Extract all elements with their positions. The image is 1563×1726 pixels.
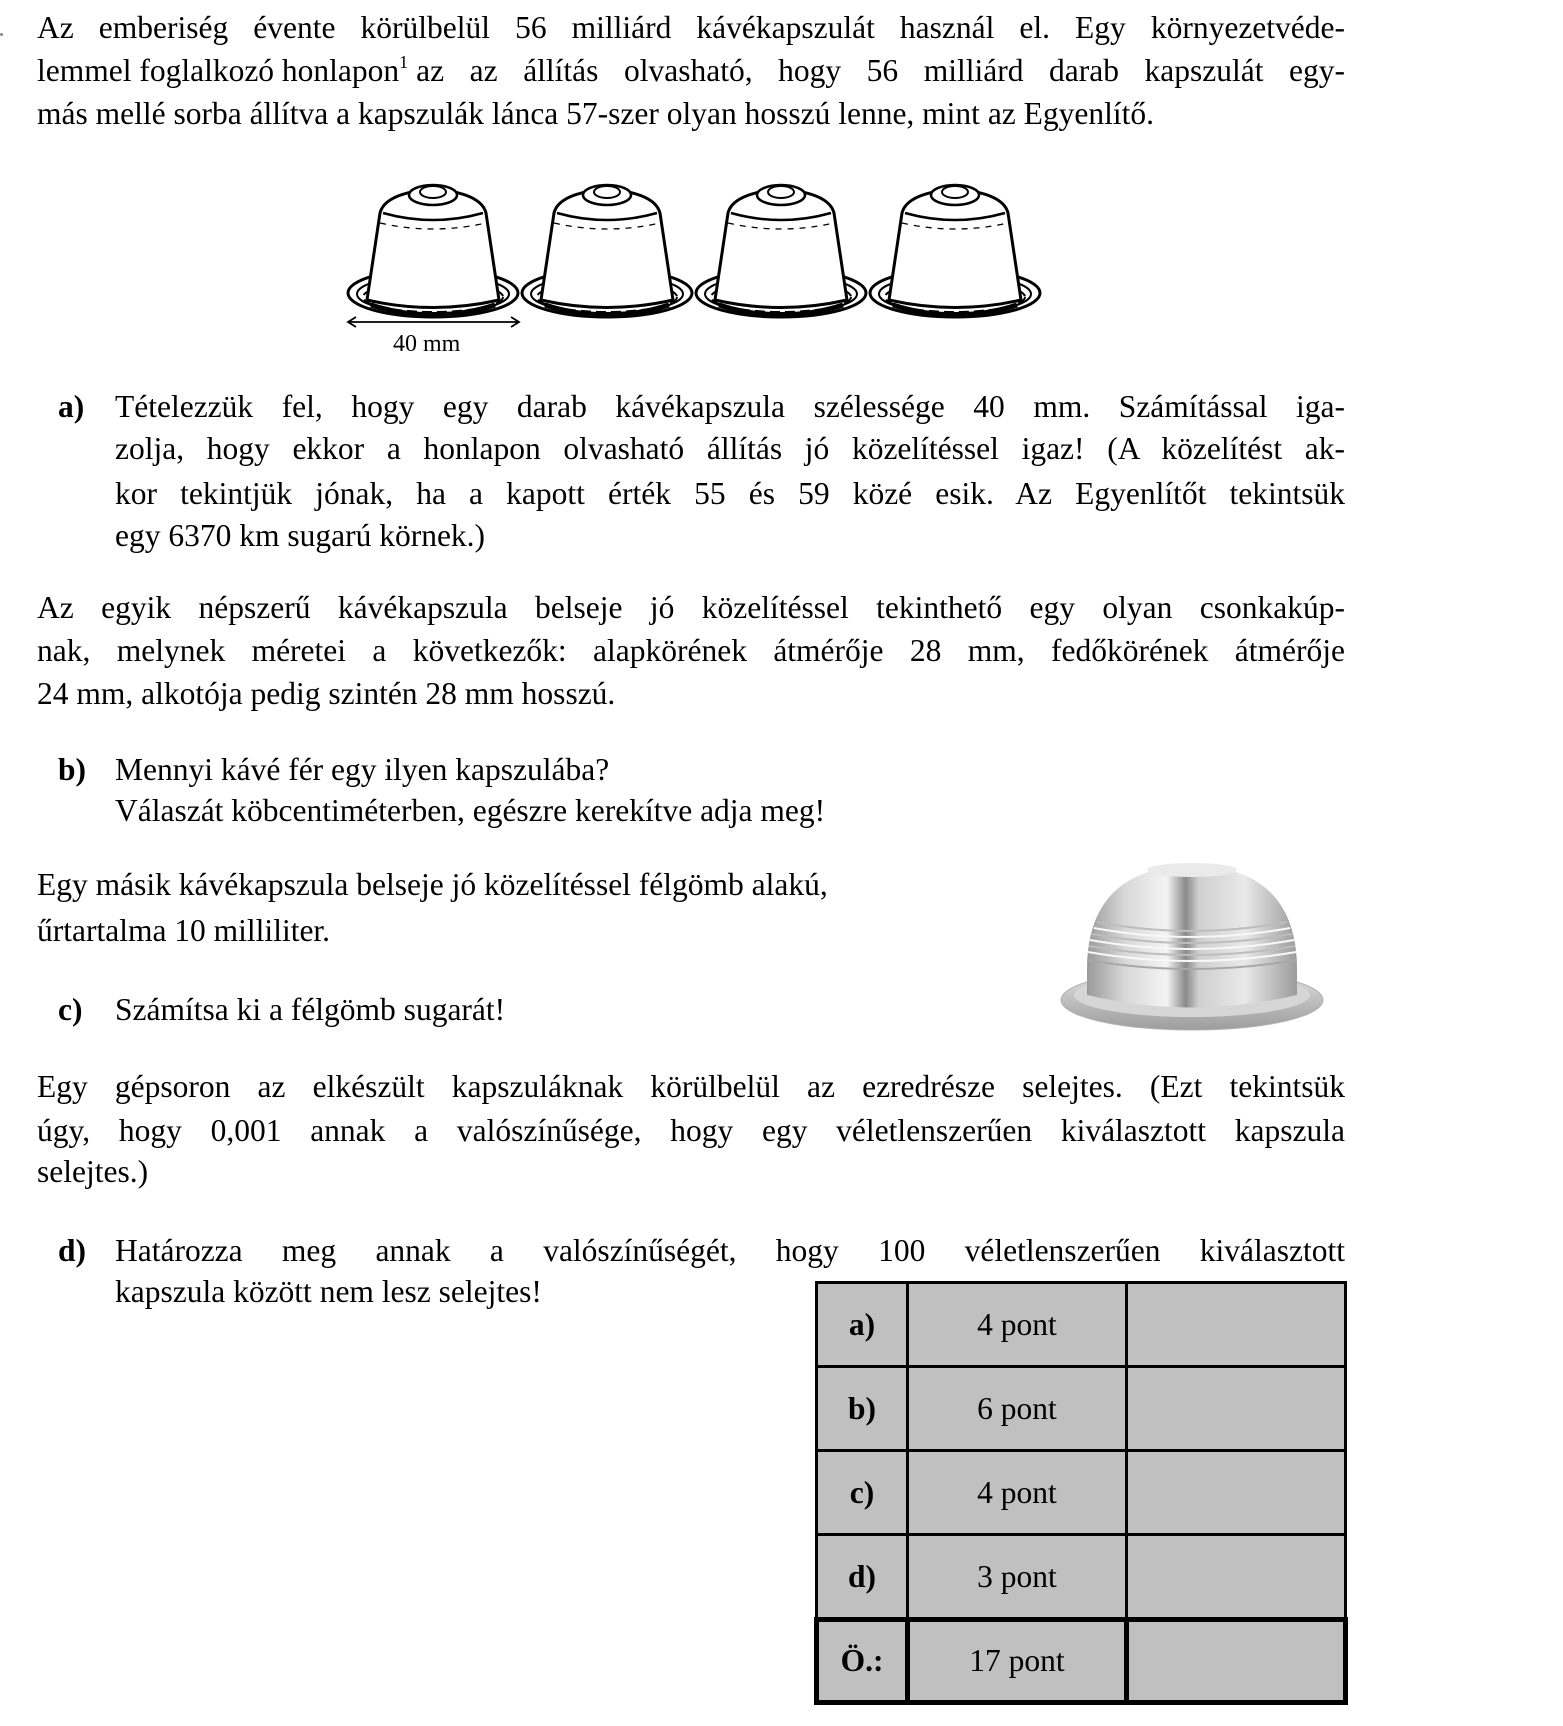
footnote-mark: 1 bbox=[399, 52, 409, 72]
score-achieved-field[interactable] bbox=[1127, 1451, 1346, 1535]
score-row-b bbox=[817, 1367, 1346, 1451]
score-total-points: 17 pont bbox=[908, 1620, 1127, 1703]
score-part-label: b) bbox=[817, 1367, 908, 1451]
defect-line-1: Egy gépsoron az elkészült kapszuláknak körülbelül az ezredrésze selejtes. (Ezt tekintsük bbox=[37, 1069, 1345, 1104]
part-b-line-1: Mennyi kávé fér egy ilyen kapszulába? bbox=[115, 752, 610, 787]
hemisphere-line-1: Egy másik kávékapszula belseje jó közelítéssel félgömb alakú, bbox=[37, 867, 828, 902]
part-c-label: c) bbox=[58, 992, 83, 1027]
part-b-line-2: Válaszát köbcentiméterben, egészre kerekítve adja meg! bbox=[115, 793, 826, 828]
score-achieved-field[interactable] bbox=[1127, 1367, 1346, 1451]
capsule-4 bbox=[870, 185, 1040, 317]
capsule-1 bbox=[348, 185, 518, 317]
part-a-label: a) bbox=[58, 389, 85, 424]
score-max-points: 3 pont bbox=[908, 1535, 1127, 1620]
score-total-field[interactable] bbox=[1127, 1620, 1346, 1703]
hemisphere-dome bbox=[1087, 863, 1297, 1008]
dimension-arrow bbox=[348, 317, 519, 327]
hemisphere-line-2: űrtartalma 10 milliliter. bbox=[37, 913, 331, 948]
score-part-label: c) bbox=[817, 1451, 908, 1535]
defect-line-3: selejtes.) bbox=[37, 1154, 149, 1189]
intro-line-2-end: az az állítás olvasható, hogy 56 milliárd darab kapszulát egy- bbox=[416, 53, 1345, 88]
score-table bbox=[814, 1281, 1348, 1705]
hemisphere-capsule-figure bbox=[1055, 860, 1330, 1035]
score-part-label: d) bbox=[817, 1535, 908, 1620]
score-row-a bbox=[817, 1283, 1346, 1367]
defect-line-2: úgy, hogy 0,001 annak a valószínűsége, hogy egy véletlenszerűen kiválasztott kapszula bbox=[37, 1113, 1345, 1148]
score-max-points: 4 pont bbox=[908, 1283, 1127, 1367]
capsule-3 bbox=[696, 185, 866, 317]
score-achieved-field[interactable] bbox=[1127, 1535, 1346, 1620]
score-total-label: Ö.: bbox=[817, 1620, 908, 1703]
score-row-total bbox=[817, 1620, 1346, 1703]
intro-line-2 bbox=[37, 53, 1345, 89]
part-a-line-3: kor tekintjük jónak, ha a kapott érték 55 és 59 közé esik. Az Egyenlítőt tekintsük bbox=[115, 476, 1345, 511]
score-max-points: 4 pont bbox=[908, 1451, 1127, 1535]
score-achieved-field[interactable] bbox=[1127, 1283, 1346, 1367]
intro-line-1: Az emberiség évente körülbelül 56 milliárd kávékapszulát használ el. Egy környezetvéde- bbox=[37, 10, 1345, 45]
part-d-line-1: Határozza meg annak a valószínűségét, hogy 100 véletlenszerűen kiválasztott bbox=[115, 1233, 1345, 1268]
dimension-label: 40 mm bbox=[393, 331, 461, 357]
part-b-label: b) bbox=[58, 752, 87, 787]
score-max-points: 6 pont bbox=[908, 1367, 1127, 1451]
part-d-line-2: kapszula között nem lesz selejtes! bbox=[115, 1274, 542, 1309]
capsule-2 bbox=[522, 185, 692, 317]
intro-line-3: más mellé sorba állítva a kapszulák lánca 57-szer olyan hosszú lenne, mint az Egyenlítő. bbox=[37, 96, 1155, 131]
part-d-label: d) bbox=[58, 1233, 87, 1268]
score-row-d bbox=[817, 1535, 1346, 1620]
part-a-line-1: Tételezzük fel, hogy egy darab kávékapszula szélessége 40 mm. Számítással iga- bbox=[115, 389, 1345, 424]
score-part-label: a) bbox=[817, 1283, 908, 1367]
part-c-line-1: Számítsa ki a félgömb sugarát! bbox=[115, 992, 506, 1027]
score-row-c bbox=[817, 1451, 1346, 1535]
cone-line-3: 24 mm, alkotója pedig szintén 28 mm hosszú. bbox=[37, 676, 616, 711]
part-a-line-2: zolja, hogy ekkor a honlapon olvasható állítás jó közelítéssel igaz! (A közelítést ak- bbox=[115, 431, 1345, 466]
intro-line-2-start: lemmel foglalkozó honlapon$^1$ bbox=[37, 52, 409, 88]
cone-line-1: Az egyik népszerű kávékapszula belseje jó közelítéssel tekinthető egy olyan csonkakúp- bbox=[37, 590, 1345, 625]
cone-line-2: nak, melynek méretei a következők: alapkörének átmérője 28 mm, fedőkörének átmérője bbox=[37, 633, 1345, 668]
part-a-line-4: egy 6370 km sugarú körnek.) bbox=[115, 518, 486, 553]
page-edge-mark bbox=[0, 33, 3, 36]
